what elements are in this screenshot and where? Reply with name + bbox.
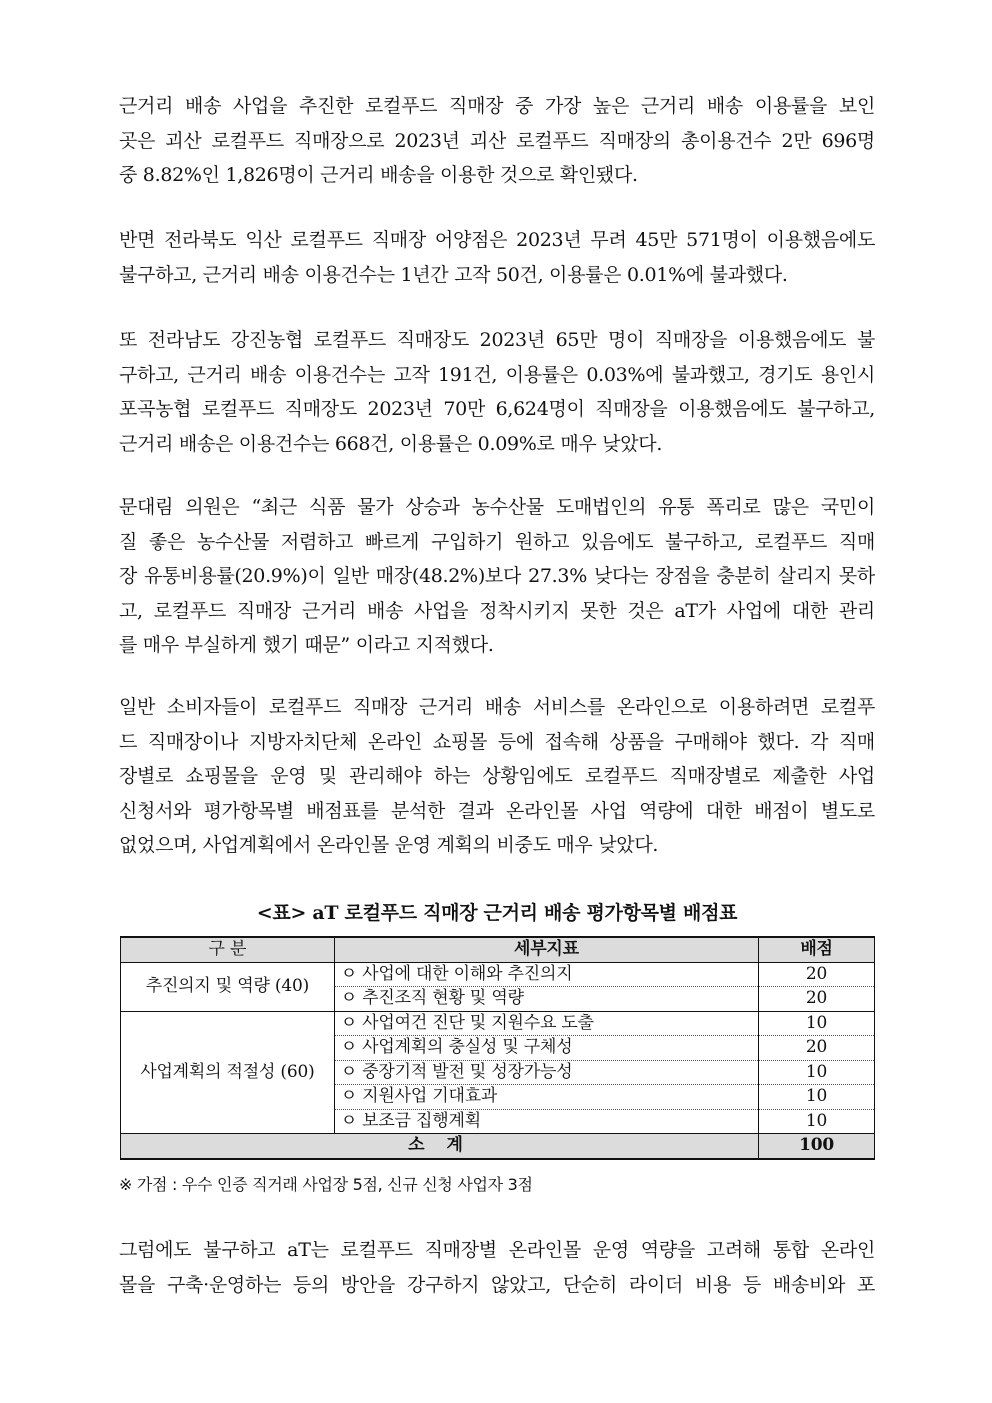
text-line: 근거리 배송은 이용건수는 668건, 이용률은 0.09%로 매우 낮았다. xyxy=(119,432,663,455)
indicator-cell: ㅇ 보조금 집행계획 xyxy=(334,1109,758,1134)
total-label: 소 계 xyxy=(121,1134,759,1159)
header-score: 배점 xyxy=(759,937,875,962)
text-line: 드 직매장이나 지방자치단체 온라인 쇼핑몰 등에 접속해 상품을 구매해야 했다. 각 직매 xyxy=(119,730,875,753)
text-line: 그럼에도 불구하고 aT는 로컬푸드 직매장별 온라인몰 운영 역량을 고려해 통합 온라인 xyxy=(119,1239,875,1261)
text-line: 또 전라남도 강진농협 로컬푸드 직매장도 2023년 65만 명이 직매장을 이용했음에도 불 xyxy=(119,329,875,351)
indicator-cell: ㅇ 사업계획의 충실성 및 구체성 xyxy=(334,1036,758,1061)
score-cell: 20 xyxy=(759,1036,875,1061)
text-line: 신청서와 평가항목별 배점표를 분석한 결과 온라인몰 사업 역량에 대한 배점이 별도로 xyxy=(119,799,875,822)
text-line: 없었으며, 사업계획에서 온라인몰 운영 계획의 비중도 매우 낮았다. xyxy=(119,834,659,856)
text-line: 중 8.82%인 1,826명이 근거리 배송을 이용한 것으로 확인됐다. xyxy=(119,164,638,186)
text-line: 장 유통비용률(20.9%)이 일반 매장(48.2%)보다 27.3% 낮다는 장점을 충분히 살리지 못하 xyxy=(119,565,875,587)
text-line: 곳은 괴산 로컬푸드 직매장으로 2023년 괴산 로컬푸드 직매장의 총이용건수 2만 696명 xyxy=(119,129,875,152)
group-label: 사업계획의 적절성 (60) xyxy=(121,1011,335,1134)
indicator-cell: ㅇ 중장기적 발전 및 성장가능성 xyxy=(334,1060,758,1085)
table-row xyxy=(121,962,875,987)
table-title: <표> aT 로컬푸드 직매장 근거리 배송 평가항목별 배점표 xyxy=(256,902,738,924)
paragraph-online xyxy=(119,690,875,863)
text-line: 포곡농협 로컬푸드 직매장도 2023년 70만 6,624명이 직매장을 이용했음에도 불구하고, xyxy=(119,398,875,420)
score-cell: 10 xyxy=(759,1085,875,1110)
score-cell: 10 xyxy=(759,1011,875,1036)
total-score: 100 xyxy=(759,1134,875,1159)
text-line: 장별로 쇼핑몰을 운영 및 관리해야 하는 상황임에도 로컬푸드 직매장별로 제출한 사업 xyxy=(119,765,875,787)
header-indicator: 세부지표 xyxy=(334,937,758,962)
score-cell: 10 xyxy=(759,1109,875,1134)
text-line: 고, 로컬푸드 직매장 근거리 배송 사업을 정착시키지 못한 것은 aT가 사업에 대한 관리 xyxy=(119,599,875,622)
score-cell: 20 xyxy=(759,987,875,1012)
header-category: 구 분 xyxy=(121,937,335,962)
text-line: 불구하고, 근거리 배송 이용건수는 1년간 고작 50건, 이용률은 0.01%에 불과했다. xyxy=(119,263,788,286)
table-row xyxy=(121,1011,875,1036)
score-cell: 20 xyxy=(759,962,875,987)
paragraph-goesan xyxy=(119,89,875,193)
indicator-cell: ㅇ 사업에 대한 이해와 추진의지 xyxy=(334,962,758,987)
score-table xyxy=(120,936,875,1160)
indicator-cell: ㅇ 지원사업 기대효과 xyxy=(334,1085,758,1110)
table-header-row xyxy=(121,937,875,962)
paragraph-gangjin xyxy=(119,323,875,461)
table-total-row xyxy=(121,1134,875,1159)
paragraph-iksan xyxy=(119,223,875,292)
text-line: 를 매우 부실하게 했기 때문” 이라고 지적했다. xyxy=(119,634,494,656)
text-line: 구하고, 근거리 배송 이용건수는 고작 191건, 이용률은 0.03%에 불과했고, 경기도 용인시 xyxy=(119,363,875,386)
text-line: 근거리 배송 사업을 추진한 로컬푸드 직매장 중 가장 높은 근거리 배송 이용률을 보인 xyxy=(119,95,875,117)
paragraph-closing xyxy=(119,1233,875,1302)
text-line: 몰을 구축·운영하는 등의 방안을 강구하지 않았고, 단순히 라이더 비용 등 배송비와 포 xyxy=(119,1273,875,1296)
paragraph-quote xyxy=(119,490,875,663)
text-line: 일반 소비자들이 로컬푸드 직매장 근거리 배송 서비스를 온라인으로 이용하려면 로컬푸 xyxy=(119,696,875,718)
indicator-cell: ㅇ 사업여건 진단 및 지원수요 도출 xyxy=(334,1011,758,1036)
table-note: ※ 가점 : 우수 인증 직거래 사업장 5점, 신규 신청 사업자 3점 xyxy=(119,1175,533,1194)
text-line: 질 좋은 농수산물 저렴하고 빠르게 구입하기 원하고 있음에도 불구하고, 로컬푸드 직매 xyxy=(119,530,875,553)
text-line: 문대림 의원은 “최근 식품 물가 상승과 농수산물 도매법인의 유통 폭리로 많은 국민이 xyxy=(119,496,875,518)
score-cell: 10 xyxy=(759,1060,875,1085)
indicator-cell: ㅇ 추진조직 현황 및 역량 xyxy=(334,987,758,1012)
text-line: 반면 전라북도 익산 로컬푸드 직매장 어양점은 2023년 무려 45만 571명이 이용했음에도 xyxy=(119,229,875,251)
group-label: 추진의지 및 역량 (40) xyxy=(121,962,335,1011)
